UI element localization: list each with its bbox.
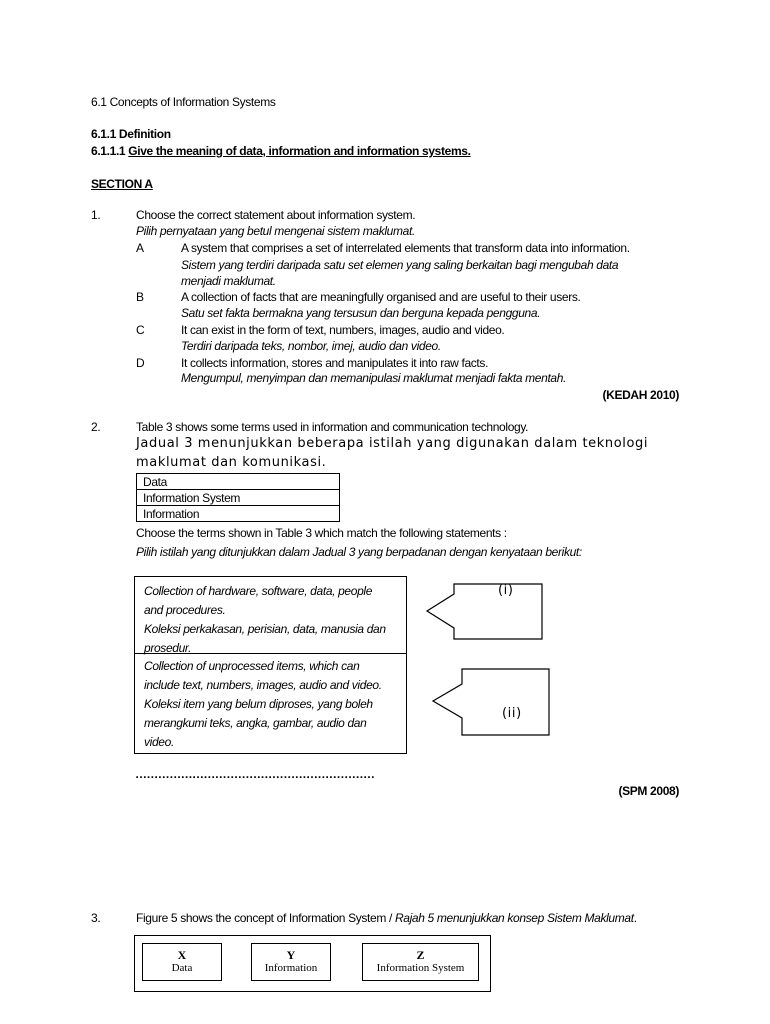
term-cell: Data	[137, 474, 340, 490]
statement-line: and procedures.	[144, 603, 226, 617]
q1-option-d-en: It collects information, stores and manipulates it into raw facts.	[181, 356, 489, 370]
q1-option-c-ms: Terdiri daripada teks, nombor, imej, audio dan video.	[181, 339, 441, 353]
figure-box-z	[362, 943, 479, 981]
figure-key: Y	[286, 948, 296, 962]
terms-table	[136, 473, 340, 522]
statement-box-1	[134, 576, 407, 654]
statement-line: merangkumi teks, angka, gambar, audio dan	[144, 716, 367, 730]
q1-option-letter: D	[136, 356, 145, 370]
q1-option-a-en: A system that comprises a set of interrelated elements that transform data into information.	[181, 241, 630, 255]
term-cell: Information	[137, 506, 340, 522]
q2-stem-ms-cont: maklumat dan komunikasi.	[136, 455, 327, 470]
subsection-heading: 6.1.1 Definition	[91, 127, 171, 141]
answer-line: ………………………………………………………	[135, 767, 375, 781]
table-row	[137, 474, 340, 490]
q1-number: 1.	[91, 208, 101, 222]
q1-option-letter: C	[136, 323, 145, 337]
statement-line: prosedur.	[144, 641, 192, 655]
q2-number: 2.	[91, 420, 101, 434]
statement-line: include text, numbers, images, audio and video.	[144, 678, 382, 692]
objective-text: Give the meaning of data, information and information systems.	[128, 144, 471, 158]
q1-option-d-ms: Mengumpul, menyimpan dan memanipulasi maklumat menjadi fakta mentah.	[181, 371, 567, 385]
answer-arrow-1	[425, 576, 555, 648]
q2-instruction-en: Choose the terms shown in Table 3 which match the following statements :	[136, 526, 507, 540]
q2-source: (SPM 2008)	[618, 784, 679, 798]
figure-key: X	[177, 948, 187, 962]
table-row	[137, 490, 340, 506]
figure-label: Data	[171, 962, 193, 974]
learning-objective	[91, 144, 471, 158]
q2-stem-ms: Jadual 3 menunjukkan beberapa istilah yang digunakan dalam teknologi	[136, 436, 649, 451]
answer-label-1: (i)	[498, 583, 514, 598]
statement-line: Koleksi item yang belum diproses, yang boleh	[144, 697, 373, 711]
q2-stem-en: Table 3 shows some terms used in information and communication technology.	[136, 420, 529, 434]
statement-line: video.	[144, 735, 174, 749]
statement-line: Collection of unprocessed items, which can	[144, 659, 360, 673]
q2-instruction-ms: Pilih istilah yang ditunjukkan dalam Jadual 3 yang berpadanan dengan kenyataan berikut:	[136, 545, 582, 559]
section-title: 6.1 Concepts of Information Systems	[91, 95, 276, 109]
figure-box-x	[142, 943, 222, 981]
statement-line: Koleksi perkakasan, perisian, data, manusia dan	[144, 622, 386, 636]
q1-stem-ms: Pilih pernyataan yang betul mengenai sistem maklumat.	[136, 224, 415, 238]
q1-option-a-ms: Sistem yang terdiri daripada satu set elemen yang saling berkaitan bagi mengubah data	[181, 258, 619, 272]
table-row	[137, 506, 340, 522]
figure-label: Information	[264, 962, 318, 974]
q1-option-b-en: A collection of facts that are meaningfully organised and are useful to their users.	[181, 290, 581, 304]
q3-stem-en: Figure 5 shows the concept of Information System /	[136, 911, 395, 925]
objective-number: 6.1.1.1	[91, 144, 126, 158]
q1-source: (KEDAH 2010)	[602, 388, 679, 402]
q3-stem	[136, 911, 637, 925]
term-cell: Information System	[137, 490, 340, 506]
answer-arrow-2	[430, 666, 555, 738]
q1-option-letter: B	[136, 290, 144, 304]
figure-label: Information System	[376, 962, 465, 974]
q1-option-a-ms-cont: menjadi maklumat.	[181, 274, 276, 288]
q3-stem-ms: Rajah 5 menunjukkan konsep Sistem Maklumat	[394, 911, 634, 925]
q1-option-c-en: It can exist in the form of text, numbers, images, audio and video.	[181, 323, 505, 337]
q1-option-b-ms: Satu set fakta bermakna yang tersusun dan berguna kepada pengguna.	[181, 306, 541, 320]
q3-number: 3.	[91, 911, 101, 925]
q1-option-letter: A	[136, 241, 144, 255]
statement-line: Collection of hardware, software, data, people	[144, 584, 373, 598]
q1-stem-en: Choose the correct statement about information system.	[136, 208, 416, 222]
q3-stem-end: .	[633, 911, 637, 925]
section-label: SECTION A	[91, 177, 153, 191]
statement-box-2	[134, 653, 407, 754]
figure-box-y	[251, 943, 331, 981]
answer-label-2: (ii)	[502, 706, 522, 721]
figure-key: Z	[416, 948, 425, 962]
